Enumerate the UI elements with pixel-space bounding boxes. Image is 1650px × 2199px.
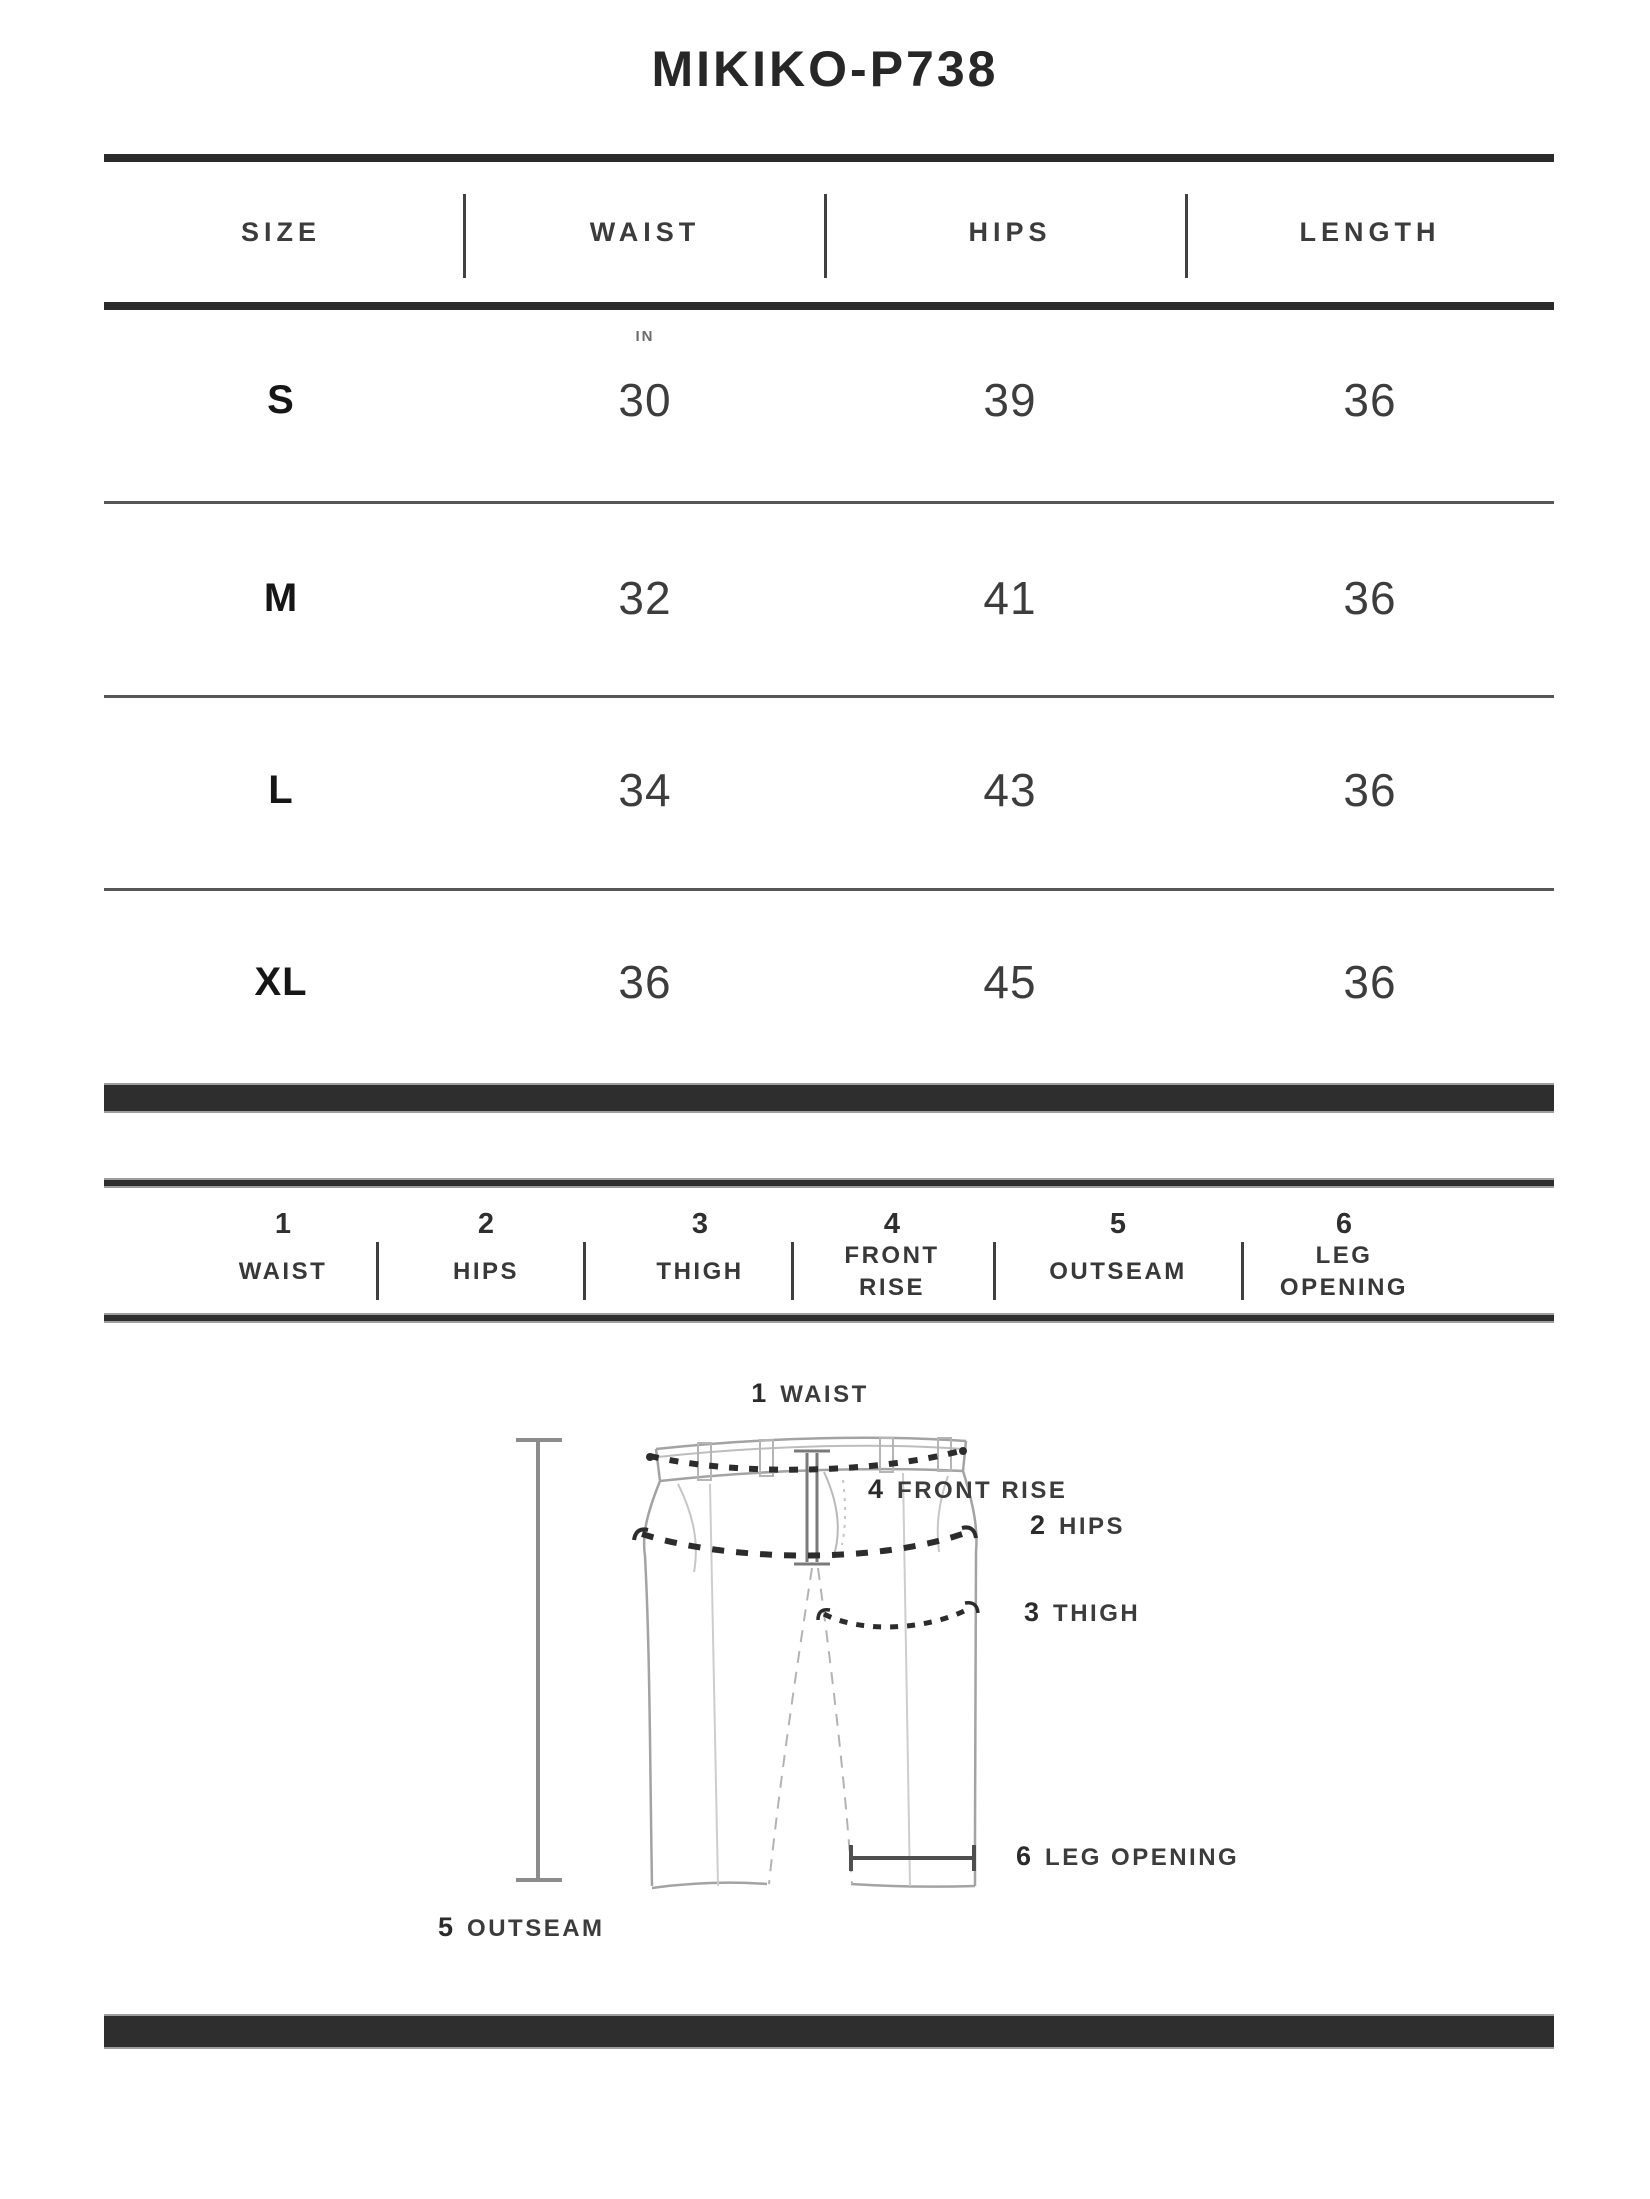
annotation-label: FRONT RISE	[897, 1477, 1068, 1504]
legend-num-1: 1	[274, 1207, 292, 1240]
footer-bar	[104, 2014, 1554, 2049]
length-cell: 36	[1343, 572, 1397, 624]
annotation-number: 5	[438, 1912, 454, 1942]
legend-label-waist: WAIST	[238, 1257, 328, 1285]
waist-cell: 36	[618, 956, 672, 1008]
annotation-thigh	[1024, 1597, 1140, 1628]
length-cell: 36	[1343, 764, 1397, 816]
legend-num-4: 4	[883, 1207, 901, 1240]
annotation-number: 6	[1016, 1841, 1032, 1871]
size-cell: S	[267, 377, 295, 422]
annotation-label: OUTSEAM	[467, 1915, 605, 1942]
annotation-label: HIPS	[1059, 1513, 1126, 1540]
column-header-waist: WAIST	[589, 216, 701, 247]
hips-cell: 41	[983, 572, 1037, 624]
legend-num-2: 2	[477, 1207, 495, 1240]
size-cell: XL	[254, 959, 308, 1004]
hips-cell: 45	[983, 956, 1037, 1008]
column-header-size: SIZE	[240, 216, 321, 247]
legend-label-hips: HIPS	[452, 1257, 519, 1285]
annotation-label: THIGH	[1053, 1600, 1141, 1627]
legend-num-6: 6	[1335, 1207, 1353, 1240]
leg-opening-measure-line	[851, 1845, 974, 1871]
annotation-number: 1	[751, 1378, 767, 1408]
legend-label-leg-opening: LEG OPENING	[1279, 1241, 1409, 1301]
legend-label-front-rise: FRONT RISE	[844, 1241, 940, 1301]
column-header-length: LENGTH	[1299, 216, 1441, 247]
pants-outline	[644, 1438, 976, 1888]
column-header-hips: HIPS	[968, 216, 1052, 247]
hips-cell: 43	[983, 764, 1037, 816]
waist-cell: 30	[618, 374, 672, 426]
annotation-number: 4	[868, 1474, 884, 1504]
page-title: MIKIKO-P738	[651, 41, 999, 97]
annotation-waist	[660, 1378, 960, 1409]
size-cell: M	[263, 575, 299, 620]
annotation-label: WAIST	[780, 1381, 869, 1408]
annotation-label: LEG OPENING	[1045, 1844, 1240, 1871]
hips-cell: 39	[983, 374, 1037, 426]
outseam-measure-line	[516, 1440, 562, 1880]
annotation-outseam	[438, 1912, 605, 1943]
unit-label: IN	[635, 328, 655, 345]
annotation-number: 2	[1030, 1510, 1046, 1540]
legend-num-3: 3	[691, 1207, 709, 1240]
length-cell: 36	[1343, 374, 1397, 426]
legend-num-5: 5	[1109, 1207, 1127, 1240]
annotation-leg-opening	[1016, 1841, 1239, 1872]
annotation-number: 3	[1024, 1597, 1040, 1627]
length-cell: 36	[1343, 956, 1397, 1008]
pants-inner-lines	[678, 1472, 948, 1886]
waist-cell: 32	[618, 572, 672, 624]
annotation-front-rise	[868, 1474, 1067, 1505]
legend-label-outseam: OUTSEAM	[1049, 1257, 1187, 1285]
size-cell: L	[268, 767, 294, 812]
waist-cell: 34	[618, 764, 672, 816]
legend-label-thigh: THIGH	[656, 1257, 744, 1285]
annotation-hips	[1030, 1510, 1125, 1541]
